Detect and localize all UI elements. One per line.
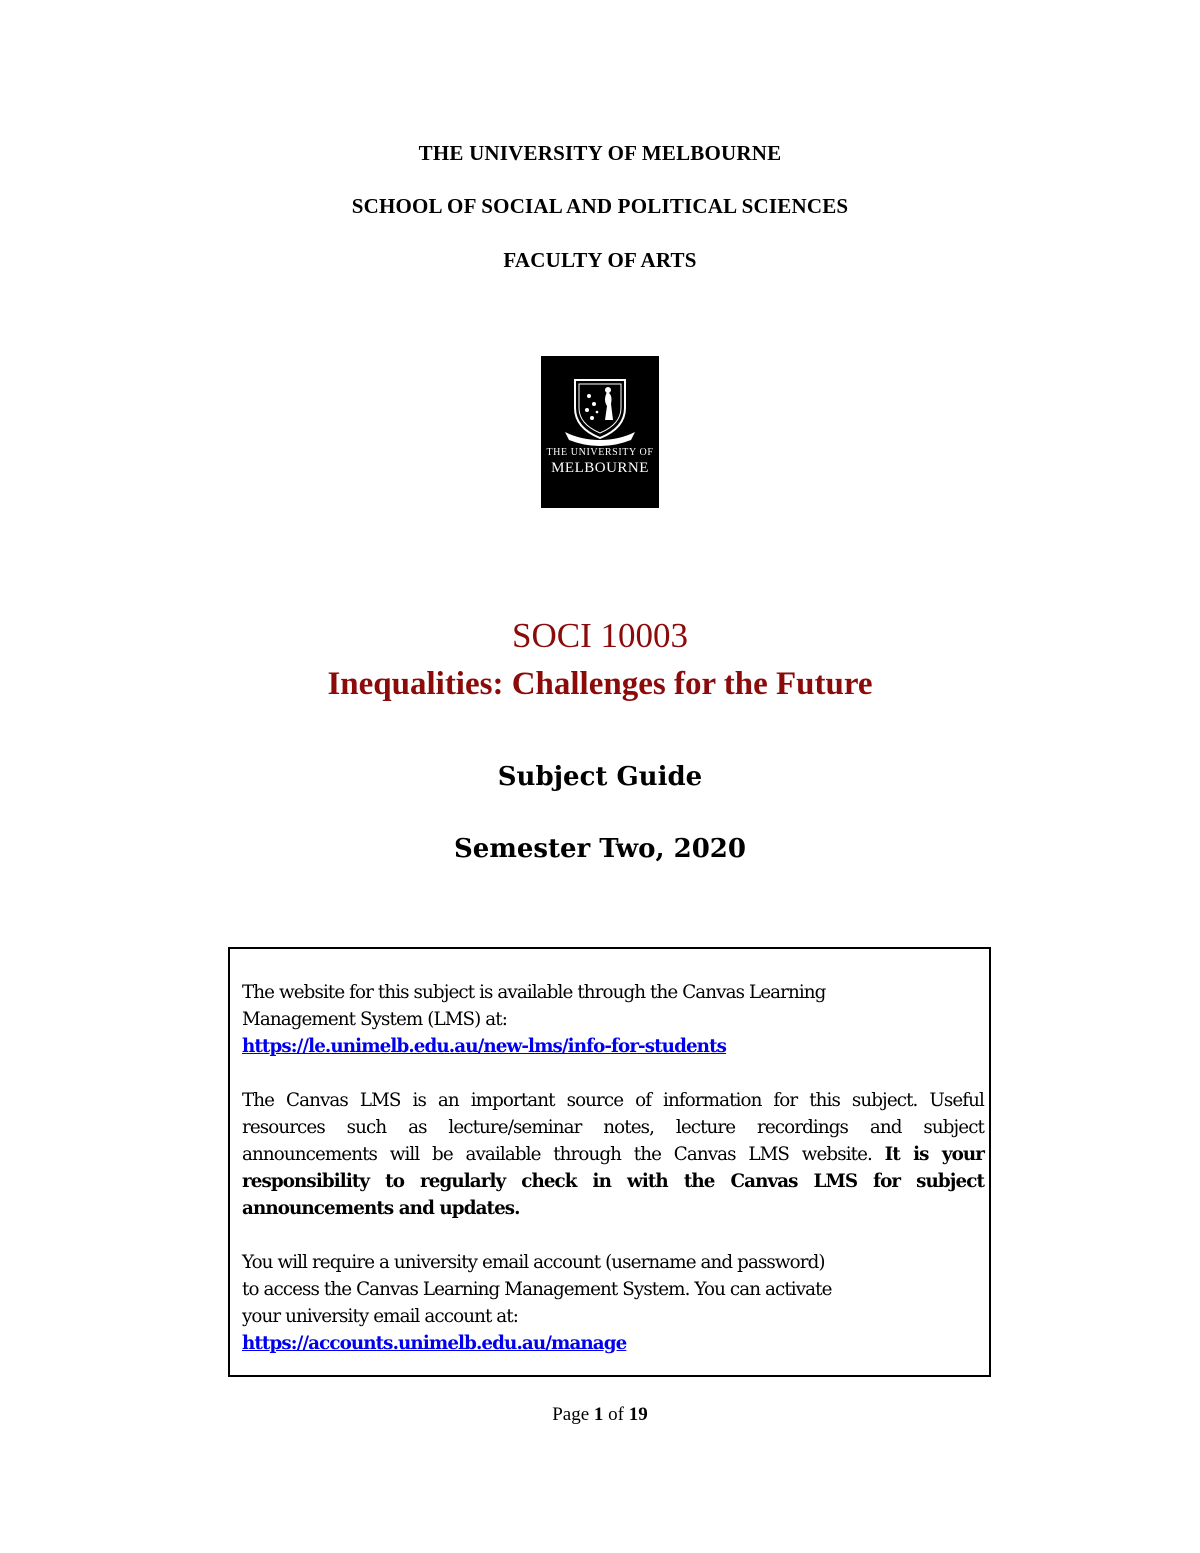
- faculty-heading: FACULTY OF ARTS: [503, 248, 697, 272]
- email-intro-line-3: your university email account at:: [242, 1306, 519, 1327]
- logo-line-2: MELBOURNE: [551, 460, 649, 476]
- email-intro-line-2: to access the Canvas Learning Management System. You can activate: [242, 1279, 832, 1300]
- subject-code: SOCI 10003: [512, 616, 688, 655]
- of-word: of: [608, 1404, 624, 1425]
- page-word: Page: [552, 1404, 590, 1425]
- total-pages: 19: [628, 1404, 648, 1425]
- university-heading: THE UNIVERSITY OF MELBOURNE: [418, 141, 782, 165]
- page-indicator: [0, 1404, 1200, 1426]
- current-page: 1: [593, 1404, 604, 1425]
- lms-intro-line-1: The website for this subject is available through the Canvas Learning: [242, 982, 826, 1003]
- crest-icon: [561, 374, 639, 446]
- semester-label: Semester Two, 2020: [454, 834, 746, 864]
- school-heading: SCHOOL OF SOCIAL AND POLITICAL SCIENCES: [351, 194, 849, 218]
- lms-responsibility-note: It is your responsibility to regularly check in with the Canvas LMS for subject announcements and updates.: [242, 1144, 984, 1219]
- logo-line-1: THE UNIVERSITY OF: [546, 447, 654, 458]
- lms-link[interactable]: https://le.unimelb.edu.au/new-lms/info-for-students: [242, 1036, 727, 1057]
- subject-guide-label: Subject Guide: [497, 762, 703, 792]
- subject-title: Inequalities: Challenges for the Future: [327, 666, 873, 702]
- lms-info-box: [228, 947, 991, 1377]
- lms-description: [242, 1087, 984, 1222]
- lms-intro-line-2: Management System (LMS) at:: [242, 1009, 508, 1030]
- email-intro-line-1: You will require a university email account (username and password): [242, 1252, 825, 1273]
- lms-description-text: The Canvas LMS is an important source of information for this subject. Useful resources such as lecture/seminar notes, lecture recordings and subject announcements will be available through the Canvas LMS website.: [242, 1090, 984, 1165]
- university-logo: [541, 356, 659, 508]
- account-link[interactable]: https://accounts.unimelb.edu.au/manage: [242, 1333, 627, 1354]
